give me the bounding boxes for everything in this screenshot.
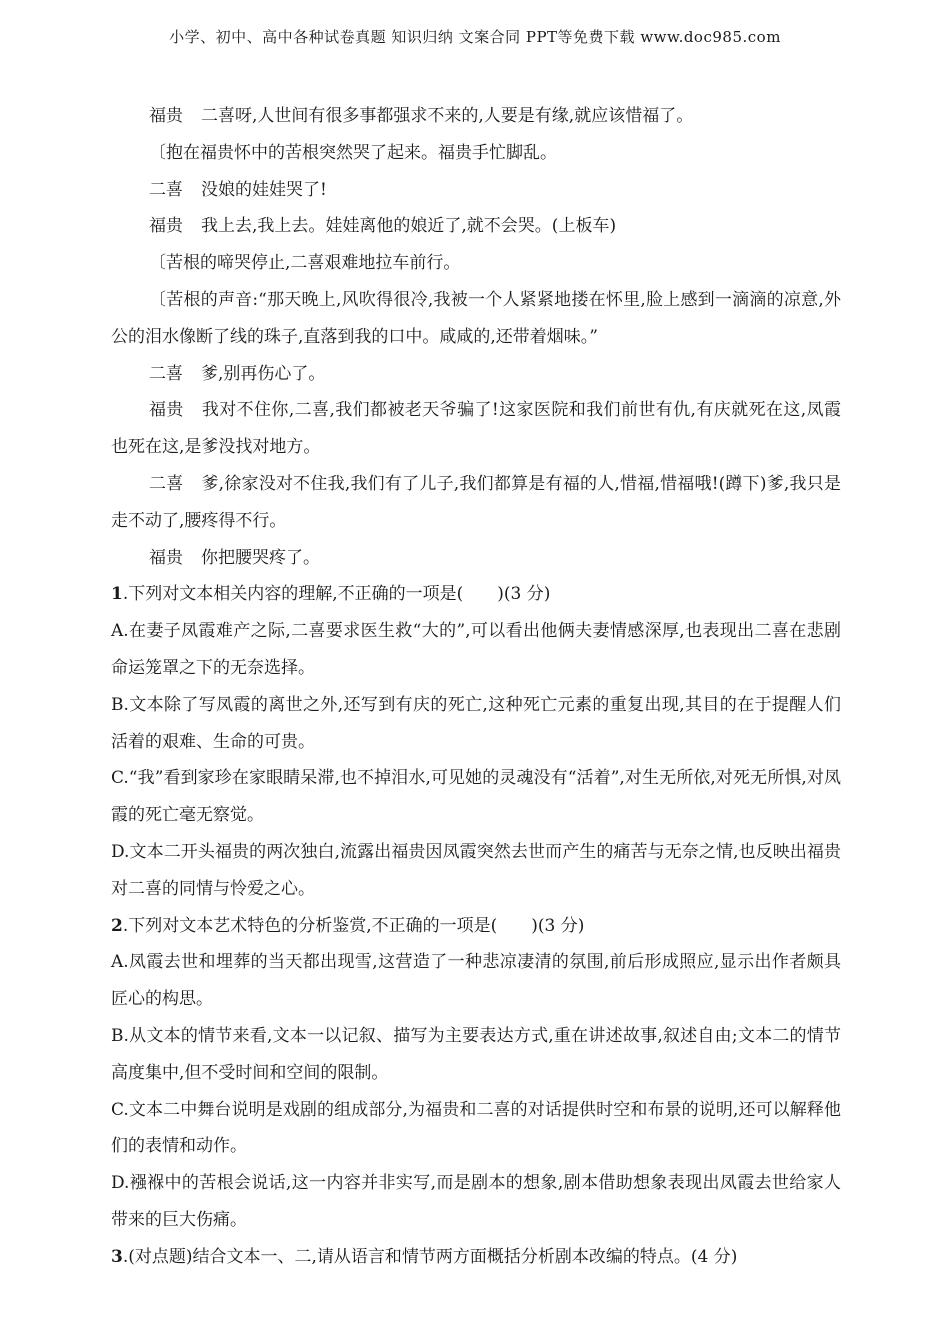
script-line <box>111 98 841 135</box>
question-text: .下列对文本相关内容的理解,不正确的一项是( )(3 分) <box>122 584 551 605</box>
question-number: 2 <box>111 915 123 936</box>
question-text: .下列对文本艺术特色的分析鉴赏,不正确的一项是( )(3 分) <box>122 915 585 936</box>
question-text: .(对点题)结合文本一、二,请从语言和情节两方面概括分析剧本改编的特点。(4 分) <box>122 1246 738 1267</box>
dialogue-text: 你把腰哭疼了。 <box>201 547 320 568</box>
question-number: 1 <box>111 584 123 605</box>
speaker-name: 二喜 <box>149 473 184 494</box>
script-line <box>111 356 841 393</box>
script-line <box>111 172 841 209</box>
answer-option: B.文本除了写凤霞的离世之外,还写到有庆的死亡,这种死亡元素的重复出现,其目的在于提醒人们活着的艰难、生命的可贵。 <box>111 694 841 752</box>
dialogue-text: 我对不住你,二喜,我们都被老天爷骗了!这家医院和我们前世有仇,有庆就死在这,凤霞也死在这,是爹没找对地方。 <box>111 400 841 458</box>
script-line <box>111 540 841 577</box>
question-number: 3 <box>111 1246 123 1267</box>
speaker-name: 福贵 <box>149 106 183 126</box>
answer-option: A.凤霞去世和埋葬的当天都出现雪,这营造了一种悲凉凄清的氛围,前后形成照应,显示出作者颇具匠心的构思。 <box>111 952 841 1010</box>
answer-option: A.在妻子凤霞难产之际,二喜要求医生救“大的”,可以看出他俩夫妻情感深厚,也表现出二喜在悲剧命运笼罩之下的无奈选择。 <box>111 621 841 678</box>
speaker-name: 福贵 <box>149 400 184 421</box>
script-line <box>111 208 841 245</box>
dialogue-text: 〔苦根的啼哭停止,二喜艰难地拉车前行。 <box>149 253 461 274</box>
answer-option: C.文本二中舞台说明是戏剧的组成部分,为福贵和二喜的对话提供时空和布景的说明,还可以解释他们的表情和动作。 <box>111 1099 841 1157</box>
stage-direction <box>111 282 841 356</box>
dialogue-text: 二喜呀,人世间有很多事都强求不来的,人要是有缘,就应该惜福了。 <box>201 106 694 126</box>
dialogue-text: 〔苦根的声音:“那天晚上,风吹得很冷,我被一个人紧紧地搂在怀里,脸上感到一滴滴的凉意,外公的泪水像断了线的珠子,直落到我的口中。咸咸的,还带着烟味。” <box>111 289 841 347</box>
speaker-name: 福贵 <box>149 547 183 568</box>
answer-option: D.文本二开头福贵的两次独白,流露出福贵因凤霞突然去世而产生的痛苦与无奈之情,也反映出福贵对二喜的同情与怜爱之心。 <box>111 841 841 899</box>
question-stem <box>111 908 841 945</box>
answer-option: D.襁褓中的苦根会说话,这一内容并非实写,而是剧本的想象,剧本借助想象表现出凤霞去世给家人带来的巨大伤痛。 <box>111 1173 841 1230</box>
dialogue-text: 爹,徐家没对不住我,我们有了儿子,我们都算是有福的人,惜福,惜福哦!(蹲下)爹,我只是走不动了,腰疼得不行。 <box>111 473 841 531</box>
answer-option: C.“我”看到家珍在家眼睛呆滞,也不掉泪水,可见她的灵魂没有“活着”,对生无所依,对死无所惧,对凤霞的死亡毫无察觉。 <box>111 768 841 826</box>
document-body <box>111 98 841 1276</box>
stage-direction <box>111 135 841 172</box>
answer-option: B.从文本的情节来看,文本一以记叙、描写为主要表达方式,重在讲述故事,叙述自由;文本二的情节高度集中,但不受时间和空间的限制。 <box>111 1025 841 1083</box>
dialogue-text: 没娘的娃娃哭了! <box>201 179 327 200</box>
script-line <box>111 466 841 540</box>
dialogue-text: 爹,别再伤心了。 <box>201 363 326 384</box>
dialogue-text: 〔抱在福贵怀中的苦根突然哭了起来。福贵手忙脚乱。 <box>149 142 557 163</box>
dialogue-text: 我上去,我上去。娃娃离他的娘近了,就不会哭。(上板车) <box>201 216 617 237</box>
question-stem <box>111 576 841 613</box>
speaker-name: 二喜 <box>149 179 183 200</box>
stage-direction <box>111 245 841 282</box>
speaker-name: 二喜 <box>149 363 183 384</box>
page-header: 小学、初中、高中各种试卷真题 知识归纳 文案合同 PPT等免费下载 www.doc985.com <box>169 28 781 46</box>
script-line <box>111 392 841 466</box>
speaker-name: 福贵 <box>149 216 183 237</box>
question-stem <box>111 1239 841 1276</box>
